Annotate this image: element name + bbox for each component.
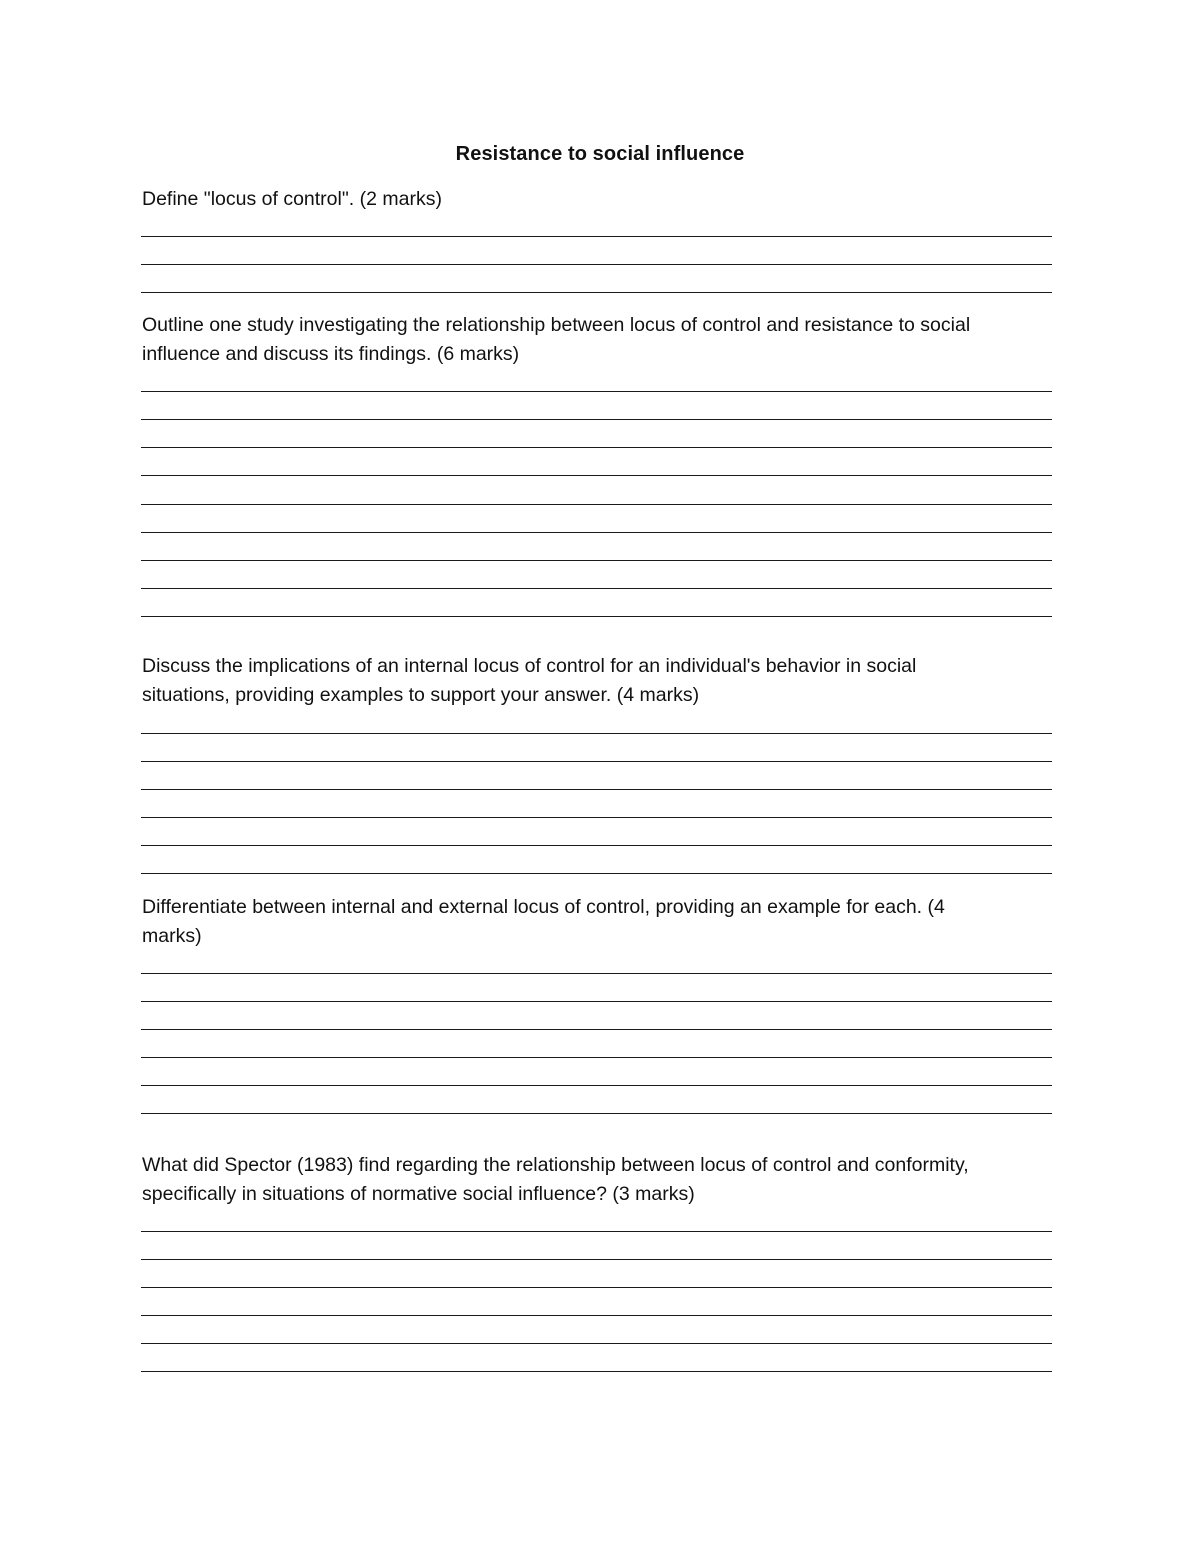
answer-line [141,588,1052,589]
answer-line [141,1315,1052,1316]
answer-line [141,973,1052,974]
answer-line [141,1371,1052,1372]
answer-line [141,1343,1052,1344]
answer-line [141,1259,1052,1260]
question-2-text: Outline one study investigating the relationship between locus of control and resistance to social influence and discuss its findings. (6 marks) [142,314,971,365]
answer-line [141,1085,1052,1086]
answer-line [141,236,1052,237]
answer-line [141,733,1052,734]
answer-line [141,761,1052,762]
answer-line [141,1231,1052,1232]
answer-line [141,845,1052,846]
question-5-text: What did Spector (1983) find regarding the relationship between locus of control and conformity, specifically in situations of normative social influence? (3 marks) [142,1154,969,1205]
question-1-text: Define "locus of control". (2 marks) [142,188,442,210]
answer-line [141,532,1052,533]
answer-line [141,616,1052,617]
answer-line [141,1029,1052,1030]
answer-line [141,873,1052,874]
answer-line [141,504,1052,505]
question-3-text: Discuss the implications of an internal locus of control for an individual's behavior in social situations, providing examples to support your answer. (4 marks) [142,655,917,706]
answer-line [141,1287,1052,1288]
worksheet-title: Resistance to social influence [455,143,745,165]
answer-line [141,419,1052,420]
question-4-text: Differentiate between internal and external locus of control, providing an example for each. (4 marks) [142,896,945,947]
answer-line [141,1113,1052,1114]
answer-line [141,1001,1052,1002]
answer-line [141,560,1052,561]
answer-line [141,292,1052,293]
answer-line [141,475,1052,476]
answer-line [141,1057,1052,1058]
answer-line [141,789,1052,790]
answer-line [141,447,1052,448]
answer-line [141,817,1052,818]
answer-line [141,264,1052,265]
answer-line [141,391,1052,392]
